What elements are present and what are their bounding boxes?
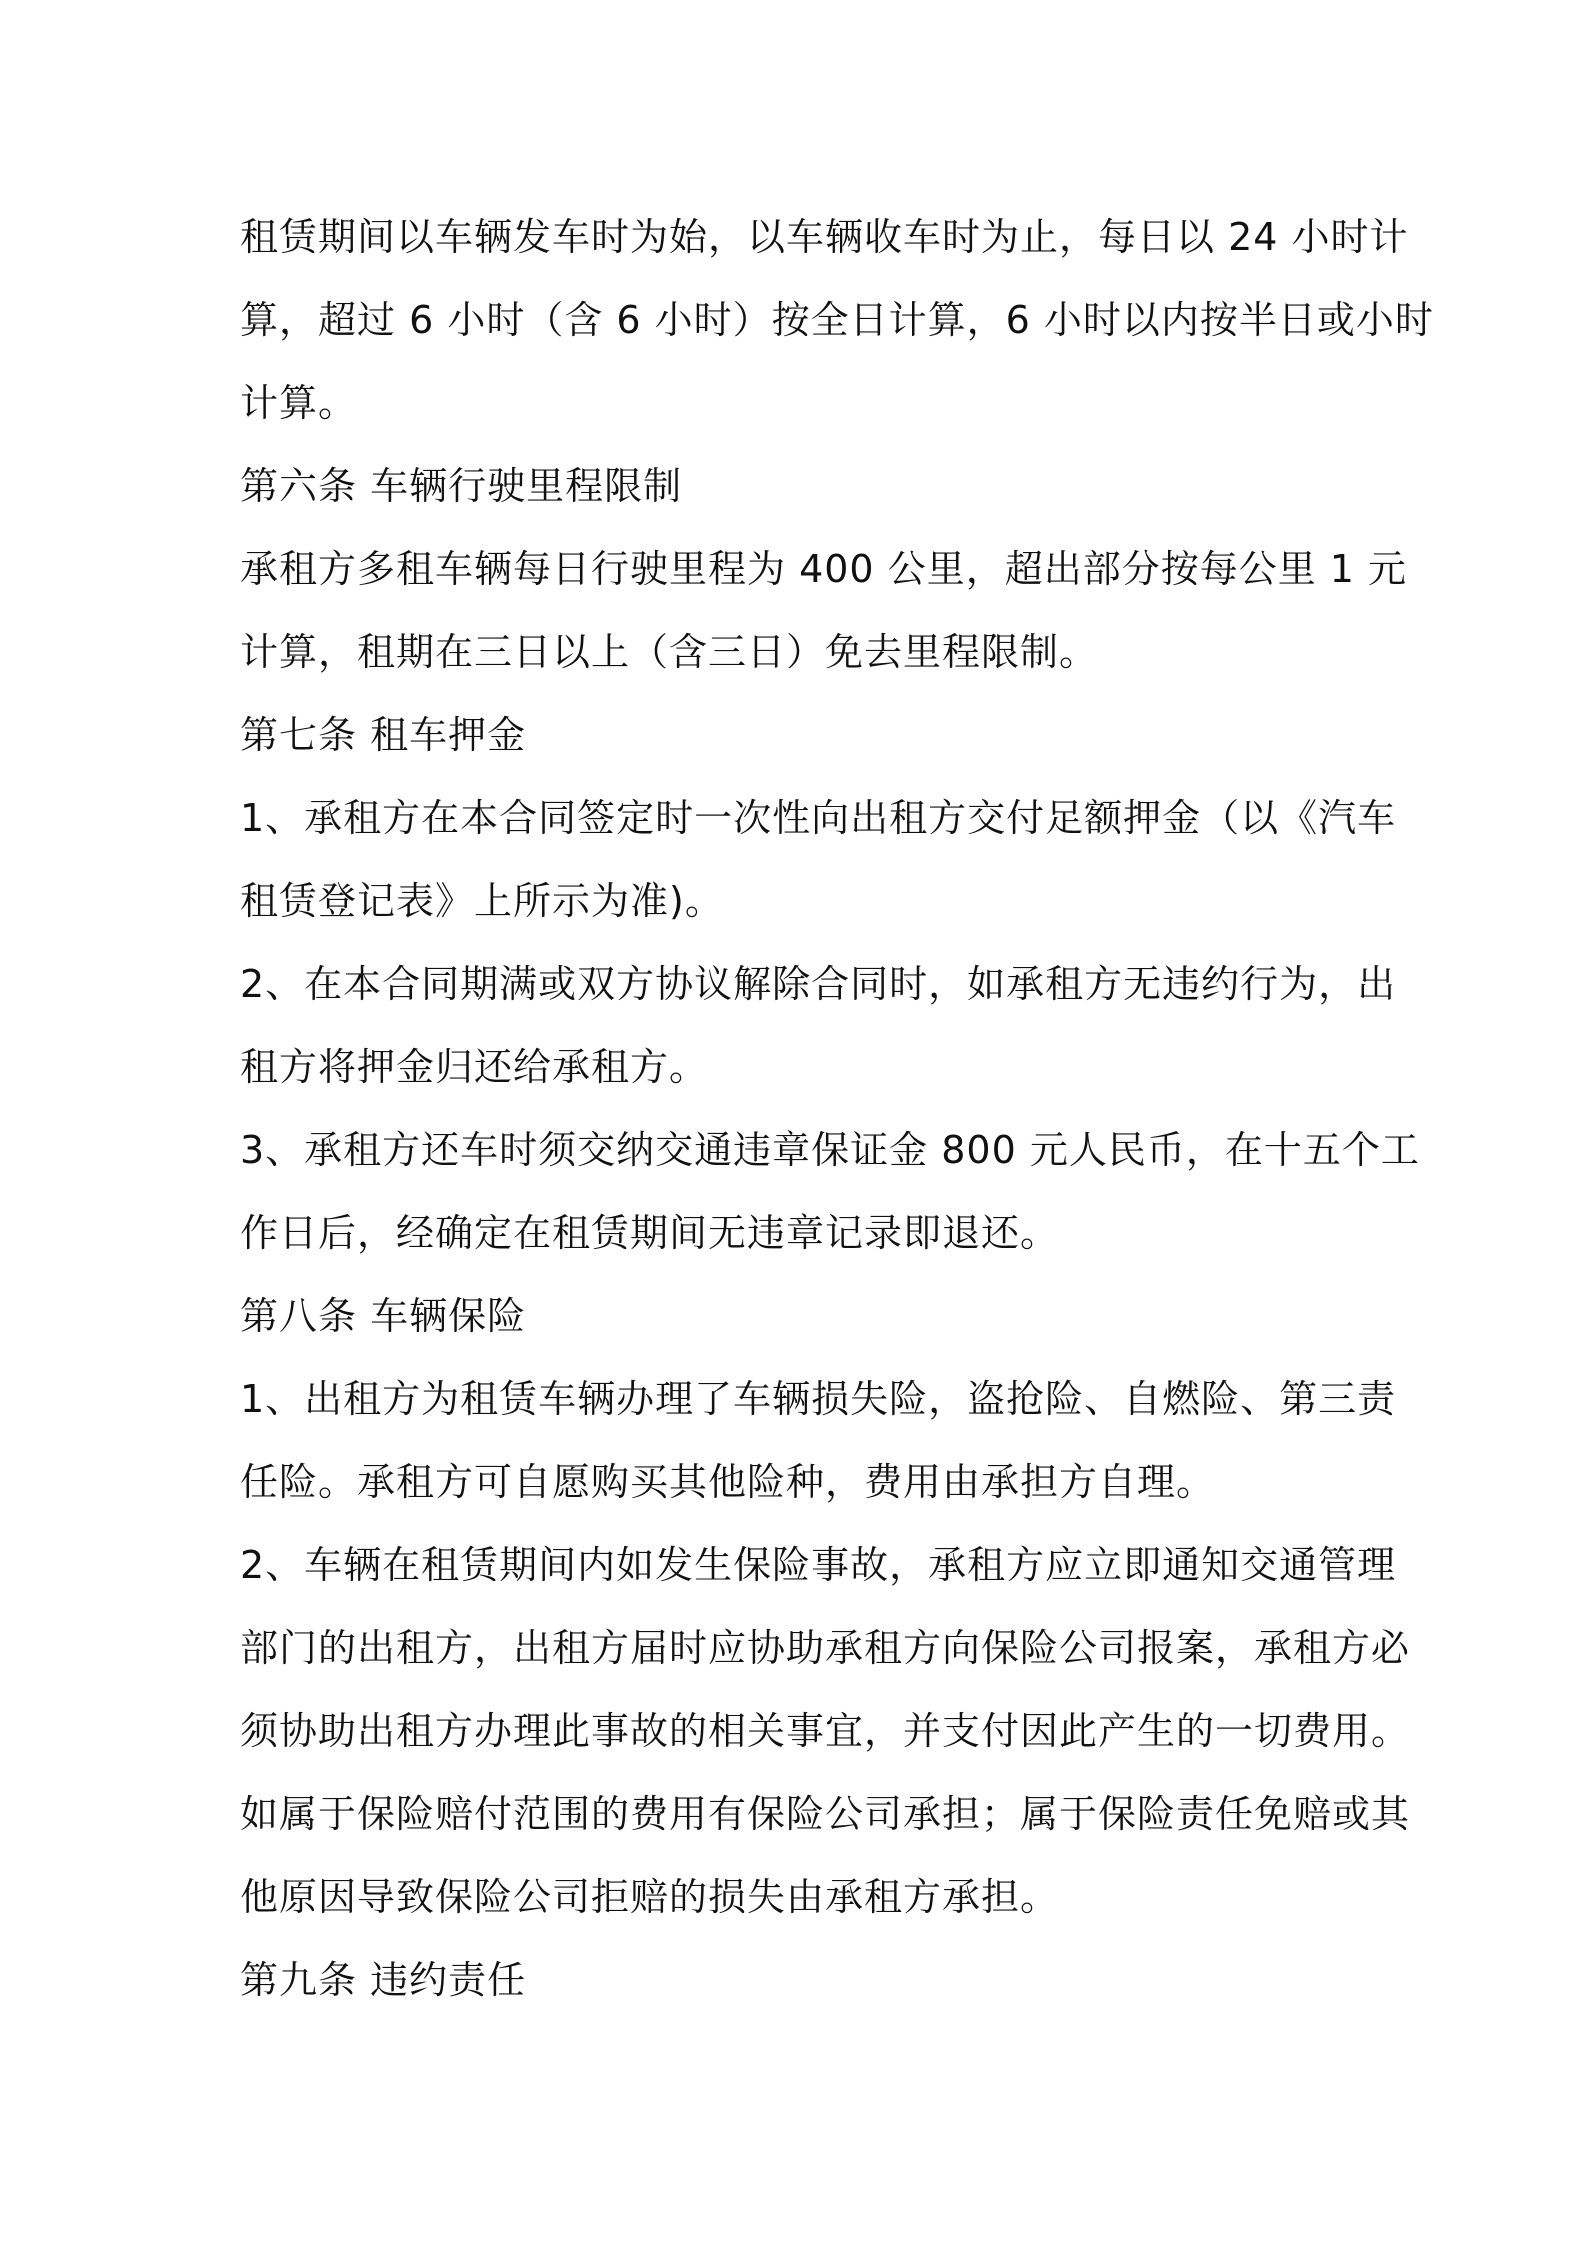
paragraph-line: 须协助出租方办理此事故的相关事宜，并支付因此产生的一切费用。: [240, 1709, 1411, 1753]
article-heading: 第七条 租车押金: [240, 713, 527, 757]
paragraph-line: 1、承租方在本合同签定时一次性向出租方交付足额押金（以《汽车: [240, 796, 1397, 840]
article-heading: 第九条 违约责任: [240, 1958, 527, 2002]
paragraph-line: 租赁期间以车辆发车时为始，以车辆收车时为止，每日以 24 小时计: [240, 215, 1409, 259]
paragraph-line: 作日后，经确定在租赁期间无违章记录即退还。: [240, 1211, 1060, 1255]
document-page: [240, 196, 1434, 2022]
paragraph-line: 3、承租方还车时须交纳交通违章保证金 800 元人民币，在十五个工: [240, 1128, 1420, 1172]
article-heading: 第六条 车辆行驶里程限制: [240, 464, 683, 508]
paragraph-line: 计算。: [240, 381, 358, 425]
paragraph-line: 计算，租期在三日以上（含三日）免去里程限制。: [240, 630, 1099, 674]
paragraph-line: 2、车辆在租赁期间内如发生保险事故，承租方应立即通知交通管理: [240, 1543, 1397, 1587]
paragraph-line: 任险。承租方可自愿购买其他险种，费用由承担方自理。: [240, 1460, 1216, 1504]
article-heading: 第八条 车辆保险: [240, 1294, 527, 1338]
paragraph-line: 租赁登记表》上所示为准)。: [240, 879, 724, 923]
paragraph-line: 如属于保险赔付范围的费用有保险公司承担；属于保险责任免赔或其: [240, 1792, 1411, 1836]
paragraph-line: 算，超过 6 小时（含 6 小时）按全日计算，6 小时以内按半日或小时: [240, 298, 1434, 342]
paragraph-line: 租方将押金归还给承租方。: [240, 1045, 709, 1089]
paragraph-line: 1、出租方为租赁车辆办理了车辆损失险，盗抢险、自燃险、第三责: [240, 1377, 1397, 1421]
paragraph-line: 部门的出租方，出租方届时应协助承租方向保险公司报案，承租方必: [240, 1626, 1411, 1670]
paragraph-line: 他原因导致保险公司拒赔的损失由承租方承担。: [240, 1875, 1060, 1919]
paragraph-line: 2、在本合同期满或双方协议解除合同时，如承租方无违约行为，出: [240, 962, 1397, 1006]
paragraph-line: 承租方多租车辆每日行驶里程为 400 公里，超出部分按每公里 1 元: [240, 547, 1408, 591]
